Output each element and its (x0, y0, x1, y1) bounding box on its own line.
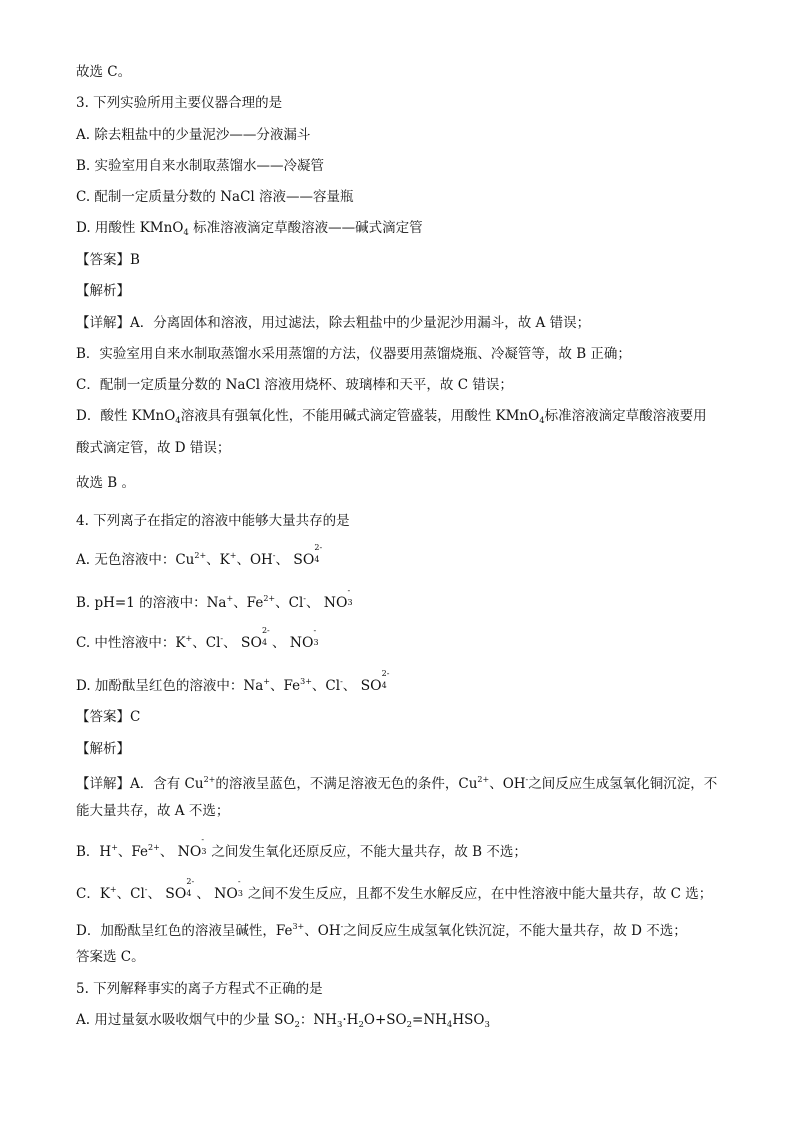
sulfate-ion: SO 2- 4 (240, 626, 270, 651)
option-a: A. 用过量氨水吸收烟气中的少量 $SO_2$：$NH_3\cdot H_2O+SO_2=NH_4HSO_3$ (76, 1012, 490, 1030)
option-d: D. 加酚酞呈红色的溶液中：Na+、$Fe^{3+}$、Cl-、 SO 2- 4 (76, 669, 390, 694)
sulfate-ion: SO 2- 4 (293, 543, 323, 568)
option-c: C. 配制一定质量分数的 NaCl 溶液——容量瓶 (76, 189, 354, 205)
text-line: 答案选 C。 (76, 949, 145, 965)
nitrate-ion: NO - 3 (177, 835, 207, 860)
option-b: B. pH=1 的溶液中：Na+、$Fe^{2+}$、Cl-、 NO - 3 (76, 586, 353, 611)
option-c: C. 中性溶液中：K+、Cl-、 SO 2- 4 、 NO - 3 (76, 626, 319, 651)
text-line: 故选 C。 (76, 64, 132, 80)
nitrate-ion: NO - 3 (214, 877, 243, 902)
analysis-label: 【解析】 (76, 283, 130, 299)
explanation-line: 酸式滴定管，故 D 错误； (76, 440, 231, 456)
explanation-line: C．K+、Cl-、 SO 2- 4 、 NO - 3 之间不发生反应，且都不发生水解反应，在中性溶液中能大量共存，故 C 选； (76, 877, 713, 902)
option-d: D. 用酸性 KMnO$_4$ 标准溶液滴定草酸溶液——碱式滴定管 (76, 220, 423, 238)
option-a: A. 除去粗盐中的少量泥沙——分液漏斗 (76, 127, 311, 143)
option-b: B. 实验室用自来水制取蒸馏水——冷凝管 (76, 158, 325, 174)
nitrate-ion: NO - 3 (289, 626, 319, 651)
explanation-line: D．加酚酞呈红色的溶液呈碱性，$Fe^{3+}$、OH-之间反应生成氢氧化铁沉淀，不能大量共存，故 D 不选； (76, 922, 687, 939)
question-5: 5. 下列解释事实的离子方程式不正确的是 (76, 981, 323, 997)
text-line: 故选 B 。 (76, 475, 136, 491)
explanation-line: C．配制一定质量分数的 NaCl 溶液用烧杯、玻璃棒和天平，故 C 错误； (76, 377, 513, 393)
explanation-line: 【详解】A．分离固体和溶液，用过滤法，除去粗盐中的少量泥沙用漏斗，故 A 错误； (76, 315, 591, 331)
sulfate-ion: SO 2- 4 (165, 877, 195, 902)
nitrate-ion: NO - 3 (323, 586, 353, 611)
explanation-line: B．实验室用自来水制取蒸馏水采用蒸馏的方法，仪器要用蒸馏烧瓶、冷凝管等，故 B 正确； (76, 346, 631, 362)
answer-label: 【答案】C (76, 709, 141, 725)
explanation-line: 能大量共存，故 A 不选； (76, 803, 230, 819)
option-a: A. 无色溶液中：$Cu^{2+}$、K+、OH-、 SO 2- 4 (76, 543, 323, 568)
question-4: 4. 下列离子在指定的溶液中能够大量共存的是 (76, 513, 350, 529)
analysis-label: 【解析】 (76, 741, 130, 757)
explanation-line: D．酸性 KMnO$_4$溶液具有强氧化性，不能用碱式滴定管盛装，用酸性 KMnO$_4$标准溶液滴定草酸溶液要用 (76, 408, 707, 426)
explanation-line: B．H+、$Fe^{2+}$、 NO - 3 之间发生氧化还原反应，不能大量共存，故 B 不选； (76, 835, 527, 860)
answer-label: 【答案】B (76, 252, 140, 268)
question-3: 3. 下列实验所用主要仪器合理的是 (76, 95, 283, 111)
explanation-line: 【详解】A．含有 $Cu^{2+}$的溶液呈蓝色，不满足溶液无色的条件，$Cu^{2+}$、OH-之间反应生成氢氧化铜沉淀，不 (76, 775, 718, 792)
sulfate-ion: SO 2- 4 (360, 669, 390, 694)
